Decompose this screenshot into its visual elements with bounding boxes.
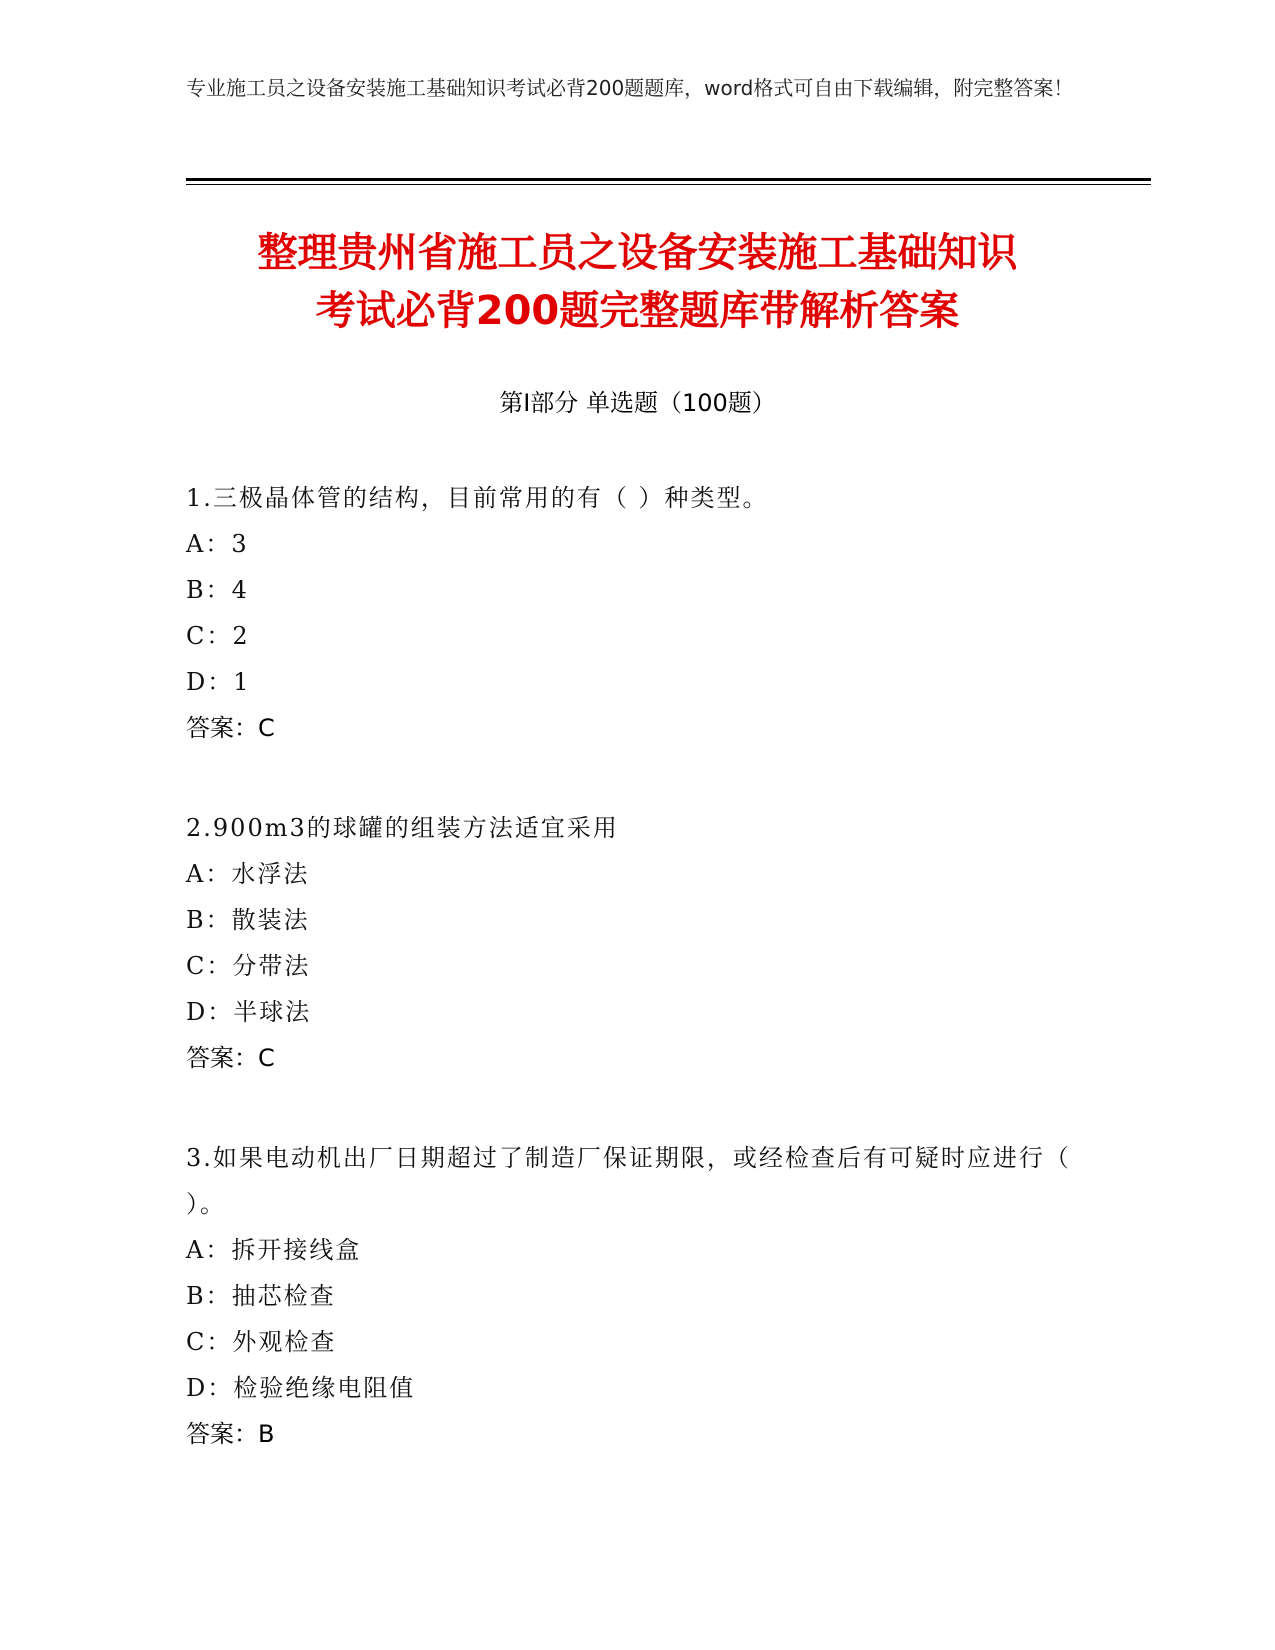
title-line-2: 考试必背200题完整题库带解析答案 xyxy=(315,288,960,334)
option-a: A：3 xyxy=(186,530,249,558)
header-divider-thick xyxy=(186,178,1151,181)
option-c: C：外观检查 xyxy=(186,1328,337,1356)
option-d: D：检验绝缘电阻值 xyxy=(186,1374,416,1402)
question-list xyxy=(186,475,1086,1511)
option-c: C：2 xyxy=(186,622,250,650)
section-heading: 第Ⅰ部分 单选题（100题） xyxy=(499,389,776,417)
option-a: A：拆开接线盒 xyxy=(186,1236,362,1264)
header-note: 专业施工员之设备安装施工基础知识考试必背200题题库，word格式可自由下载编辑，附完整答案！ xyxy=(186,76,1074,100)
question-stem: 2.900m3的球罐的组装方法适宜采用 xyxy=(186,814,619,842)
header-divider-thin xyxy=(186,184,1151,185)
option-b: B：4 xyxy=(186,576,249,604)
question-3 xyxy=(186,1135,1086,1457)
answer: 答案：C xyxy=(186,1044,275,1072)
option-d: D：1 xyxy=(186,668,251,696)
question-1 xyxy=(186,475,1086,751)
question-stem: 3.如果电动机出厂日期超过了制造厂保证期限，或经检查后有可疑时应进行（ ）。 xyxy=(186,1144,1071,1218)
option-b: B：散装法 xyxy=(186,906,310,934)
option-c: C：分带法 xyxy=(186,952,311,980)
answer: 答案：B xyxy=(186,1420,275,1448)
question-stem: 1.三极晶体管的结构，目前常用的有（ ）种类型。 xyxy=(186,484,769,512)
option-a: A：水浮法 xyxy=(186,860,310,888)
option-d: D：半球法 xyxy=(186,998,312,1026)
option-b: B：抽芯检查 xyxy=(186,1282,336,1310)
title-line-1: 整理贵州省施工员之设备安装施工基础知识 xyxy=(257,230,1018,276)
question-2 xyxy=(186,805,1086,1081)
document-title xyxy=(0,224,1275,340)
answer: 答案：C xyxy=(186,714,275,742)
